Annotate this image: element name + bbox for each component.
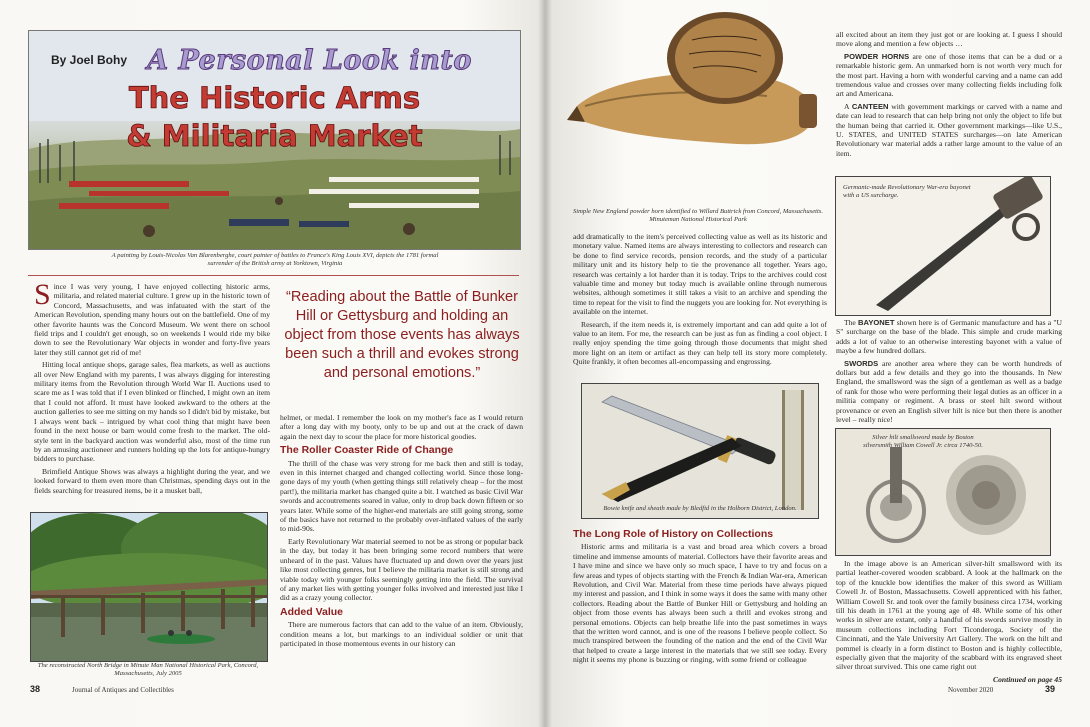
heading-added-value: Added Value — [280, 605, 344, 618]
bridge-caption: The reconstructed North Bridge in Minute Man National Historical Park, Concord, Massachusetts, July 2005 — [37, 662, 259, 677]
byline: By Joel Bohy — [51, 53, 128, 67]
bayonet-lead: BAYONET — [858, 318, 895, 327]
bowie-knife-photo — [581, 383, 819, 519]
right-col2-top — [836, 30, 1062, 161]
powder-horn-photo — [567, 10, 825, 210]
intro-paragraph-1: ince I was very young, I have enjoyed collecting historic arms, militaria, and related material culture. I grew up in the historic town of Concord, Massachusetts, and was infatuated with the start of the American Revolution, spending many hours out on the battlefield. One of my other favorite haunts was the Concord Museum. We went there on school field trips and I couldn't get enough, so on weekends I would ride my bike down to see the Revolutionary War objects in wonder and forty-five years later they still cannot get rid of me! — [34, 282, 270, 357]
divider — [28, 275, 519, 276]
painting-caption: A painting by Louis-Nicolas Van Blarenberghe, court painter of battles to France's King Louis XVI, depicts the 1781 formal surrender of the British army at Yorktown, Virginia — [111, 252, 439, 267]
swords-lead: SWORDS — [844, 358, 879, 368]
intro-paragraph-3: Brimfield Antique Shows was always a highlight during the year, and we looked forward to them even more than Christmas, spending days out in the fields searching for treasured items, be it a musket ball, — [34, 466, 270, 495]
canteen-text: with government markings or carved with a name and date can lead to research that can help bring not only the object to life but the human being that carried it. Other government markings—like U.S., U. STATES, and UNITED STATES surcharges—on late American Revolutionary war material adds a rather large amount to the value of an item. — [836, 101, 1062, 158]
bowie-knife-caption: Bowie knife and sheath made by Bledfid in the Holborn District, London. — [603, 505, 797, 512]
swords-text: are another area where they can be worth hundreds of dollars but add a few details and they go into the thousands. In New England, the smallsword was the sign of a gentleman as well as a badge of rank for those who were performing their legal duties as an officer in a militia company or regiment. A brass or steel hilt sword without provenance or even an English silver hilt is nice but then there is another level – really nice! — [836, 358, 1062, 425]
bayonet-caption: Germanic-made Revolutionary War-era bayonet with a US surcharge. — [843, 184, 971, 199]
col2-intro: all excited about an item they just got or are looking at. I guess I should move along and mention a few objects … — [836, 30, 1062, 49]
right-page — [545, 0, 1090, 727]
column-2-paragraph-1: helmet, or medal. I remember the look on my mother's face as I would return after a long day with my booty, only to be up and out at the crack of dawn again the next day to scour the place for more historical goodies. — [280, 413, 523, 441]
north-bridge-photo — [30, 512, 268, 662]
page-number-right: 39 — [1045, 684, 1056, 694]
title-line-2: The Historic Arms — [128, 81, 421, 115]
page-number-left: 38 — [30, 684, 41, 694]
roller-paragraph-1: The thrill of the chase was very strong for me back then and still is today, even in this internet charged and changed collecting world. Since those long-gone days of my youth (when getting things still relatively cheap – for the most part!), the militaria market has changed quite a bit. I watched as basic Civil War swords and accoutrements soared in value, only to drop back down fifteen or so years later. While some of the higher-end materials are still going strong, some of the basics have not returned to the probably over-inflated values of the early to mid-90s. — [280, 458, 523, 534]
canteen-article: A — [844, 101, 850, 111]
issue-date: November 2020 — [948, 686, 994, 694]
history-paragraph-1: Historic arms and militaria is a vast and broad area which covers a broad timeline and immense amounts of material. Collectors have their favorite areas and I have mine and since we have only so much space, I have to try and focus on a few areas and types of objects starting with the French & Indian War-era, American Revolution, and Civil War. Material from these time periods have always piqued my interest and passion, and I think in some ways it does the same with many other collectors. Reading about the Battle of Bunker Hill or Gettysburg and holding an object from those events has always been such a thrill and evokes strong and personal emotions. Objects can help breathe life into the past sometimes in ways that the written word cannot, and is one of the reasons I believe people collect. So much transpired between the founding of the nation and the end of the Civil War that helped to create a large interest in the materials that we still see today. Every night it seems my phone is buzzing or ringing, with some friend or colleague — [573, 542, 827, 665]
powder-horns-text: are one of those items that can be a dud or a remarkable historic gem. An unmarked horn is not worth very much for the most part. Having a horn with wonderful carving and a name can add tremendous value and crosses over many collecting fields including folk art and Americana. — [836, 51, 1062, 99]
roller-paragraph-2: Early Revolutionary War material seemed to not be as strong or popular back in the day, but today it has been bringing some record numbers that were unheard of in the past. Values have fluctuated up and down over the years just like most collecting genres, but I believe the militaria market is still strong and viable today with younger folks seemingly getting into the field. The survival of any market lies with getting younger folks involved and interested just like I did as a crazy young collector. — [280, 536, 523, 603]
smallsword-caption: Silver hilt smallsword made by Boston silversmith William Cowell Jr. circa 1740-50. — [863, 434, 983, 449]
header-painting — [28, 30, 521, 250]
bayonet-the: The — [844, 318, 856, 327]
drop-cap: S — [34, 278, 51, 311]
smallsword-paragraph: In the image above is an American silver-hilt smallsword with its partial leather-covered wooden scabbard. A look at the hallmark on the top of the knuckle bow identifies the maker of this sword as William Cowell Jr. of Boston, Massachusetts. Cowell apprenticed with his father, William Cowell Sr. and took over the family business circa 1734, working till his death in 1761 at the young age of 48. While some of his other works in silver are extant, only a handful of his swords survive mostly in museum collections including Fort Ticonderoga, Society of the Cincinnati, and the Yale University Art Gallery. The work on the hilt and pommel is clearly in a form distinct to Boston and is highly collectible, especially given that the majority of the scabbard with its engraved sheet silver throat survived. This one came right out — [836, 559, 1062, 672]
history-section — [573, 530, 827, 668]
bayonet-text: shown here is of Germanic manufacture and has a "U S" surcharge on the base of the blade. This simple and crude marking adds a lot of value to an otherwise interesting bayonet with a value of maybe a few hundred dollars. — [836, 318, 1062, 356]
col1-paragraph-1: add dramatically to the item's perceived collecting value as well as its historic and monetary value. Named items are always interesting to collectors and research can be done to find service records, pension records, and the study of a particular military unit and its history help to tie the provenance all together. Years ago, research was certainly a lot harder than it is today. Trips to the archives could cost valuable time and money but today much is available online through numerous websites, although sometimes it still takes a visit to an archive and spending the time to repeat for the visit to find the nuggets you are looking for. Not everything is available on the internet. — [573, 232, 827, 317]
right-column — [280, 413, 523, 651]
powder-horns-lead: POWDER HORNS — [844, 51, 910, 61]
continued-note: Continued on page 45 — [993, 674, 1062, 684]
intro-paragraph-2: Hitting local antique shops, garage sales, flea markets, as well as auctions all over New England with my parents, I was always digging for interesting military items from the Revolution through World War II. Auctions used to scare me as I was told that if I even blinked or flinched, I might own an item that I could not afford. It must have looked awkward to the others at the auction galleries to see me sitting on my hands so I didn't bid by mistake, but I always went back – intrigued by what cool thing that might have been found in the next house or barn would come fresh to the market. The old-style tent in the backyard auction was wonderful also, most of the time run by an amusing auctioneer and runners holding up the lots for antique-hungry bidders to purchase. — [34, 360, 270, 464]
pull-quote: “Reading about the Battle of Bunker Hill or Gettysburg and holding an object from those events has always been such a thrill and evokes strong and personal emotions.” — [284, 289, 520, 381]
value-paragraph-1: There are numerous factors that can add to the value of an item. Obviously, condition means a lot, but markings to an individual soldier or unit that participated in those momentous events in our history can — [280, 620, 523, 648]
heading-roller-coaster: The Roller Coaster Ride of Change — [280, 444, 454, 457]
heading-long-role: The Long Role of History on Collections — [573, 528, 774, 540]
right-col2-bottom — [836, 559, 1062, 687]
journal-title: Journal of Antiques and Collectibles — [72, 686, 174, 694]
right-col2-middle — [836, 318, 1062, 427]
col1-paragraph-2: Research, if the item needs it, is extremely important and can add quite a lot of value to an item. For me, the research can be just as fun as finding a cool object. I really enjoy spending the time going through those documents that might shed more light on an item or artifact as they can help tell its story more completely. Quite frankly, it often becomes all-encompassing and engrossing. — [573, 319, 827, 367]
right-col1-top — [573, 232, 827, 370]
canteen-lead: CANTEEN — [851, 101, 889, 111]
spine-shadow — [538, 0, 552, 727]
title-line-1: A Personal Look into — [147, 45, 472, 76]
title-line-3: & Militaria Market — [126, 119, 423, 153]
powder-horn-caption: Simple New England powder horn identified to Willard Buttrick from Concord, Massachusetts. Minuteman National Historical Park — [573, 208, 823, 223]
intro-column — [34, 278, 270, 498]
